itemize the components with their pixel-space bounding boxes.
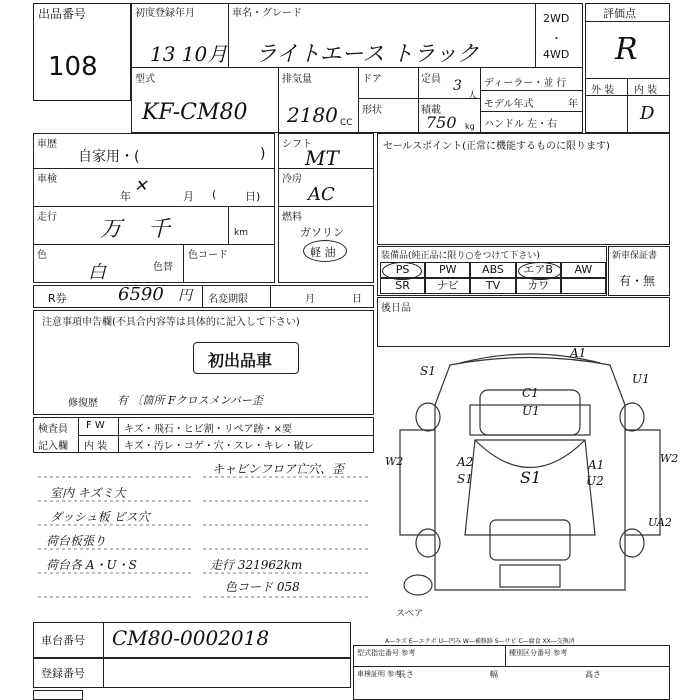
length-label: 長さ bbox=[398, 670, 414, 679]
dim-ref: 車検証明 参考 bbox=[357, 670, 402, 678]
door-label: ドア bbox=[362, 74, 382, 85]
fudasho-box bbox=[33, 690, 83, 700]
equip-item: エアB bbox=[516, 262, 561, 278]
recycle-box bbox=[33, 285, 374, 308]
color-code: 色コード bbox=[188, 250, 228, 261]
equip-grid bbox=[380, 262, 606, 295]
wd-dot: ・ bbox=[551, 32, 562, 45]
score-label: 評価点 bbox=[603, 7, 636, 20]
inspector-label: 検査員 bbox=[38, 424, 68, 435]
seats-value: 3 bbox=[453, 78, 462, 94]
chassis-label: 車台番号 bbox=[41, 634, 85, 647]
mark-s1: S1 bbox=[420, 364, 436, 378]
inspect-year-mark: ✕ bbox=[134, 176, 148, 195]
cc-unit: CC bbox=[340, 118, 353, 128]
hw-line3: ダッシュ板 ビス穴 bbox=[50, 510, 150, 524]
mileage-km: km bbox=[234, 228, 248, 238]
model-value: KF-CM80 bbox=[142, 100, 248, 125]
recycle-unit: 円 bbox=[178, 288, 192, 304]
shift-label: シフト bbox=[282, 139, 312, 150]
repair-label: 修復歴 bbox=[68, 398, 98, 409]
mark-ua2: UA2 bbox=[648, 516, 672, 529]
damage-legend: A―キズ E―エクボ U―凹み W―補修跡 S―サビ C―腐食 XX―交換済 bbox=[385, 638, 575, 645]
hw-line2: 室内 キズミ大 bbox=[50, 486, 126, 500]
color-label: 色 bbox=[37, 250, 47, 261]
rename-day: 日 bbox=[352, 294, 362, 305]
wd4: 4WD bbox=[543, 48, 570, 61]
fuel-circle bbox=[303, 240, 347, 262]
mark-a1b: A1 bbox=[588, 458, 605, 472]
hw-line6: 走行 321962km bbox=[210, 558, 303, 572]
score-value: R bbox=[615, 32, 638, 67]
mark-u2: U2 bbox=[586, 474, 604, 488]
int-value: D bbox=[640, 103, 655, 124]
model-year-label: モデル年式 bbox=[484, 99, 534, 110]
shift-value: MT bbox=[305, 146, 339, 170]
mark-s1c: S1 bbox=[520, 468, 542, 487]
equip-item: ABS bbox=[470, 262, 515, 278]
load-value: 750 bbox=[426, 113, 457, 132]
color-value: 白 bbox=[88, 262, 106, 283]
load-unit: kg bbox=[465, 122, 475, 131]
model-label: 型式 bbox=[135, 74, 155, 85]
cc-value: 2180 bbox=[287, 103, 338, 127]
height-label: 高さ bbox=[585, 670, 601, 679]
handle-label: ハンドル 左・右 bbox=[484, 119, 558, 130]
load-label: 積載 bbox=[421, 105, 441, 116]
equip-item: PS bbox=[380, 262, 425, 278]
mark-u1b: U1 bbox=[522, 404, 540, 418]
first-listing-text: 初出品車 bbox=[208, 351, 273, 370]
equip-item: AW bbox=[561, 262, 606, 278]
mark-u1: U1 bbox=[632, 372, 650, 386]
repair-value: 有 〔箇所 Fクロスメンバー歪 bbox=[117, 394, 263, 407]
aircon-label: 冷房 bbox=[282, 174, 302, 185]
mileage-sen: 千 bbox=[148, 217, 171, 242]
recycle-label: R券 bbox=[48, 292, 67, 305]
chassis-value: CM80-0002018 bbox=[112, 626, 270, 650]
car-name: ライトエース トラック bbox=[255, 42, 479, 67]
inspect-label: 車検 bbox=[37, 174, 57, 185]
int-label: 内 装 bbox=[634, 85, 658, 96]
equip-item: TV bbox=[470, 278, 515, 294]
inspector-label2: 記入欄 bbox=[38, 441, 68, 452]
seats-label: 定員 bbox=[421, 74, 441, 85]
fuel-diesel: 軽 油 bbox=[310, 246, 336, 259]
fuel-label: 燃料 bbox=[282, 212, 302, 223]
inspect-year: 年 bbox=[120, 190, 131, 203]
rename-month: 月 bbox=[305, 294, 315, 305]
reg-label: 初度登録年月 bbox=[135, 8, 195, 19]
color-change: 色替 bbox=[153, 262, 173, 273]
equip-item bbox=[561, 278, 606, 294]
name-label: 車名・グレード bbox=[232, 8, 302, 19]
interior-label: 内 装 bbox=[84, 441, 108, 452]
rear-label: 後日品 bbox=[381, 303, 411, 314]
interior-text: キズ・汚レ・コゲ・穴・スレ・キレ・破レ bbox=[124, 441, 314, 452]
aircon-value: AC bbox=[308, 184, 335, 205]
history-label: 車歴 bbox=[37, 139, 57, 150]
wd2: 2WD bbox=[543, 12, 570, 25]
mark-w2-right: W2 bbox=[660, 452, 679, 465]
mileage-label: 走行 bbox=[37, 212, 57, 223]
mileage-man: 万 bbox=[100, 217, 123, 242]
history-value: 自家用・( bbox=[78, 149, 140, 165]
warranty-label: 新車保証書 bbox=[612, 251, 658, 261]
mark-w2-left: W2 bbox=[385, 455, 404, 468]
reg-value: 13 10月 bbox=[150, 42, 228, 66]
cc-label: 排気量 bbox=[282, 74, 312, 85]
mark-a2: A2 bbox=[457, 455, 474, 469]
width-label: 幅 bbox=[490, 670, 498, 679]
class-ref: 種別区分番号 参考 bbox=[509, 649, 568, 657]
hw-line5: 荷台各 A・U・S bbox=[46, 558, 137, 572]
mark-a1: A1 bbox=[570, 346, 587, 360]
mark-c1: C1 bbox=[522, 386, 539, 400]
inspect-month: 月 bbox=[183, 190, 194, 203]
model-year-unit: 年 bbox=[568, 99, 578, 110]
warranty-value: 有・無 bbox=[619, 274, 656, 288]
hw-line1: キャビンフロア亡穴、歪 bbox=[212, 462, 345, 476]
hw-line4: 荷台板張り bbox=[46, 534, 107, 548]
sales-label: セールスポイント(正常に機能するものに限ります) bbox=[383, 141, 610, 152]
regno-label: 登録番号 bbox=[41, 667, 85, 680]
notes-label: 注意事項申告欄(不具合内容等は具体的に記入して下さい) bbox=[42, 317, 300, 328]
recycle-value: 6590 bbox=[118, 284, 164, 305]
seats-unit: 人 bbox=[468, 91, 478, 101]
dealer-import: ディーラー・並 行 bbox=[484, 78, 567, 89]
rename-label: 名変期限 bbox=[208, 294, 248, 305]
inspect-day: 日) bbox=[245, 190, 261, 203]
lot-number: 108 bbox=[48, 52, 98, 82]
fuel-gas: ガソリン bbox=[300, 226, 344, 239]
equip-item: カワ bbox=[516, 278, 561, 294]
ext-label: 外 装 bbox=[591, 85, 615, 96]
equip-item: SR bbox=[380, 278, 425, 294]
airbag-circle bbox=[518, 262, 562, 280]
mark-s1b: S1 bbox=[457, 472, 473, 486]
equip-item: ナビ bbox=[425, 278, 470, 294]
equip-label: 装備品(純正品に限り○をつけて下さい) bbox=[381, 251, 540, 261]
history-close: ) bbox=[260, 146, 266, 162]
spare-label: スペア bbox=[396, 609, 424, 619]
hw-line7: 色コード 058 bbox=[225, 580, 300, 594]
rear-box bbox=[377, 297, 670, 347]
ps-circle bbox=[382, 262, 422, 280]
type-ref: 型式指定番号 参考 bbox=[357, 649, 416, 657]
fw-text: キズ・飛石・ヒビ割・リペア跡・×要 bbox=[124, 424, 292, 435]
fw-label: F W bbox=[86, 420, 105, 431]
equip-item: PW bbox=[425, 262, 470, 278]
shape-label: 形状 bbox=[362, 105, 382, 116]
lot-label: 出品番号 bbox=[38, 7, 87, 21]
inspect-day-open: ( bbox=[212, 188, 217, 201]
